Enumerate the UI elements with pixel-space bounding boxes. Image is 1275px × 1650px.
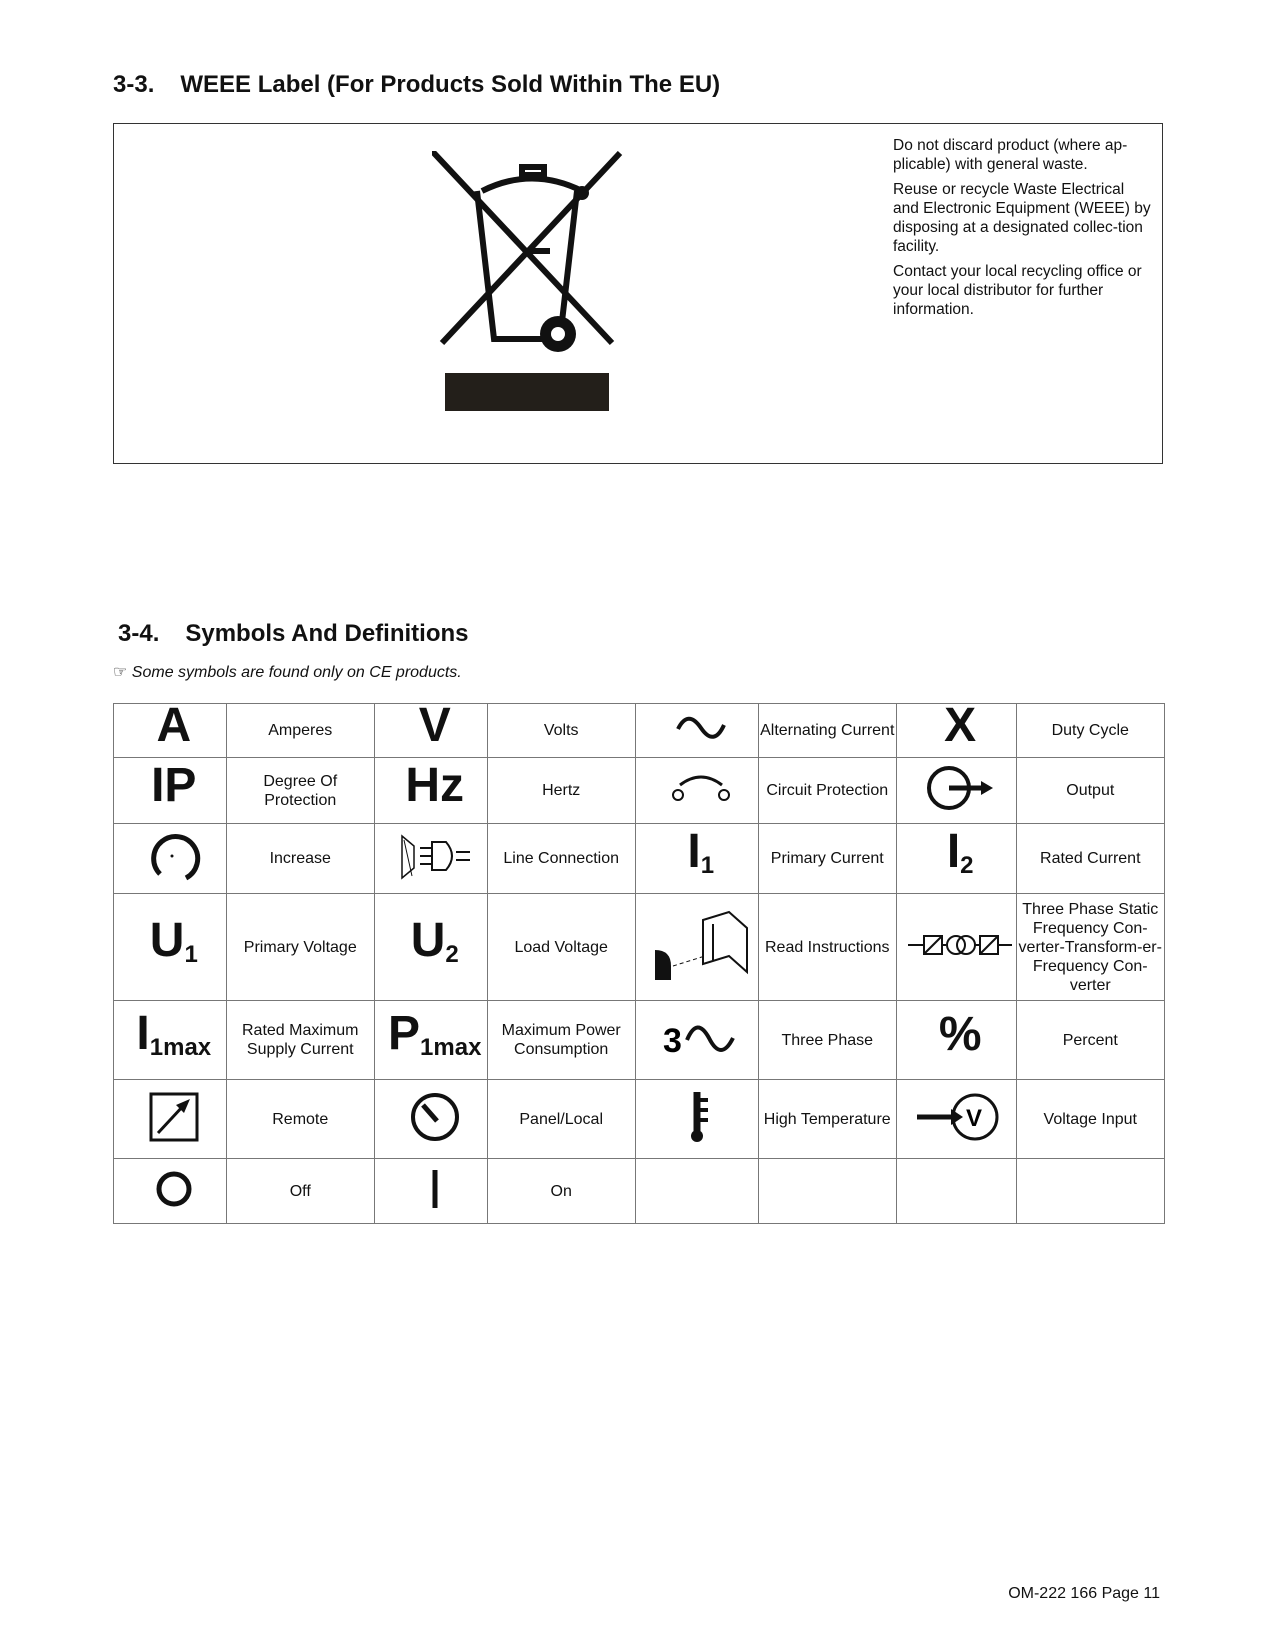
panel-local-icon: [409, 1130, 461, 1147]
three-phase-label: Three Phase: [758, 1001, 896, 1080]
svg-text:V: V: [966, 1104, 983, 1132]
increase-symbol: [114, 824, 227, 894]
read-instructions-label: Read Instructions: [758, 894, 896, 1001]
rated-max-supply-current-label: Rated Maximum Supply Current: [226, 1001, 374, 1080]
max-power-consumption-symbol: [374, 1001, 487, 1080]
load-voltage-label: Load Voltage: [487, 894, 635, 1001]
primary-voltage-symbol: [114, 894, 227, 1001]
on-symbol: [374, 1159, 487, 1224]
note: ☞ Some symbols are found only on CE products.: [113, 664, 462, 681]
off-label: Off: [226, 1159, 374, 1224]
alternating-current-symbol: [635, 704, 758, 758]
symbols-heading: 3-4. Symbols And Definitions: [118, 620, 469, 647]
crossed-bin-icon: [432, 151, 632, 411]
max-power-consumption-subscript: 1max: [420, 1033, 482, 1061]
amperes-label: Amperes: [226, 704, 374, 758]
empty-symbol: [635, 1159, 758, 1224]
three-phase-icon: [662, 1021, 739, 1062]
degree-of-protection-glyph: IP: [151, 758, 197, 812]
duty-cycle-label: Duty Cycle: [1016, 704, 1164, 758]
increase-label: Increase: [226, 824, 374, 894]
rated-current-symbol: [896, 824, 1016, 894]
voltage-input-symbol: [896, 1080, 1016, 1159]
volts-glyph: V: [418, 698, 451, 752]
output-label: Output: [1016, 758, 1164, 824]
symbols-table: [113, 698, 1165, 1224]
line-connection-label: Line Connection: [487, 824, 635, 894]
empty-label: [1016, 1159, 1164, 1224]
table-row: [114, 758, 1165, 824]
load-voltage-symbol: [374, 894, 487, 1001]
remote-symbol: [114, 1080, 227, 1159]
read-instructions-symbol: [635, 894, 758, 1001]
three-phase-converter-label: Three Phase Static Frequency Con-verter-Transform-er-Frequency Con-verter: [1016, 894, 1164, 1001]
off-symbol: [114, 1159, 227, 1224]
table-row: [114, 824, 1165, 894]
max-power-consumption-label: Maximum Power Consumption: [487, 1001, 635, 1080]
table-row: [114, 1080, 1165, 1159]
increase-icon: [146, 871, 202, 888]
duty-cycle-glyph: X: [944, 698, 977, 752]
primary-current-subscript: 1: [700, 852, 715, 879]
rated-current-label: Rated Current: [1016, 824, 1164, 894]
three-phase-symbol: [635, 1001, 758, 1080]
voltage-input-icon: [915, 1104, 1005, 1147]
high-temperature-symbol: [635, 1080, 758, 1159]
table-row: [114, 1001, 1165, 1080]
percent-symbol: [896, 1001, 1016, 1080]
max-power-consumption-glyph: P: [388, 1006, 421, 1060]
circuit-protection-label: Circuit Protection: [758, 758, 896, 824]
empty-label: [758, 1159, 896, 1224]
panel-local-label: Panel/Local: [487, 1080, 635, 1159]
degree-of-protection-label: Degree Of Protection: [226, 758, 374, 824]
read-instructions-icon: [651, 967, 751, 984]
circuit-protection-symbol: [635, 758, 758, 824]
rated-max-supply-current-subscript: 1max: [149, 1033, 212, 1061]
three-phase-converter-icon: [906, 947, 1014, 964]
weee-heading: 3-3. WEEE Label (For Products Sold Within The EU): [113, 71, 721, 98]
high-temperature-label: High Temperature: [758, 1080, 896, 1159]
remote-label: Remote: [226, 1080, 374, 1159]
primary-current-symbol: [635, 824, 758, 894]
on-icon: [430, 1197, 440, 1214]
table-row: [114, 894, 1165, 1001]
rated-current-glyph: I: [946, 825, 961, 878]
duty-cycle-symbol: [896, 698, 1016, 758]
percent-glyph: %: [938, 1008, 982, 1061]
three-phase-converter-symbol: [896, 894, 1016, 1001]
hertz-symbol: [374, 758, 487, 824]
table-row: [114, 1159, 1165, 1224]
weee-instructions: Do not discard product (where ap-plicable) with general waste. Reuse or recycle Waste Electrical and Electronic Equipment (WEEE) by disposing at a designated collec-tion facility. Contact your local recycling office or your local distributor for further information.: [893, 137, 1151, 318]
voltage-input-label: Voltage Input: [1016, 1080, 1164, 1159]
output-symbol: [896, 758, 1016, 824]
amperes-glyph: A: [156, 698, 192, 752]
high-temperature-icon: [686, 1133, 716, 1150]
hertz-label: Hertz: [487, 758, 635, 824]
svg-text:3: 3: [662, 1021, 682, 1058]
circuit-protection-icon: [668, 792, 734, 809]
line-connection-icon: [398, 867, 472, 884]
primary-voltage-subscript: 1: [184, 940, 198, 968]
degree-of-protection-symbol: [114, 758, 227, 824]
empty-symbol: [896, 1159, 1016, 1224]
rated-current-subscript: 2: [960, 852, 974, 879]
amperes-symbol: [114, 698, 227, 758]
rated-max-supply-current-symbol: [114, 1001, 227, 1080]
volts-symbol: [374, 698, 487, 758]
pointing-hand-icon: ☞: [113, 664, 132, 681]
hertz-glyph: Hz: [405, 758, 465, 812]
primary-voltage-label: Primary Voltage: [226, 894, 374, 1001]
alternating-current-label: Alternating Current: [758, 704, 896, 758]
weee-label-box: [113, 123, 1163, 464]
table-row: [114, 704, 1165, 758]
primary-current-label: Primary Current: [758, 824, 896, 894]
remote-icon: [148, 1130, 200, 1147]
off-icon: [154, 1196, 194, 1213]
page-footer: OM-222 166 Page 11: [1008, 1585, 1160, 1602]
primary-voltage-glyph: U: [149, 913, 185, 967]
load-voltage-subscript: 2: [445, 940, 459, 968]
volts-label: Volts: [487, 704, 635, 758]
percent-label: Percent: [1016, 1001, 1164, 1080]
line-connection-symbol: [374, 824, 487, 894]
on-label: On: [487, 1159, 635, 1224]
rated-max-supply-current-glyph: I: [136, 1006, 150, 1060]
primary-current-glyph: I: [687, 825, 701, 878]
output-icon: [925, 800, 995, 817]
panel-local-symbol: [374, 1080, 487, 1159]
alternating-current-icon: [674, 732, 728, 749]
load-voltage-glyph: U: [410, 913, 446, 967]
